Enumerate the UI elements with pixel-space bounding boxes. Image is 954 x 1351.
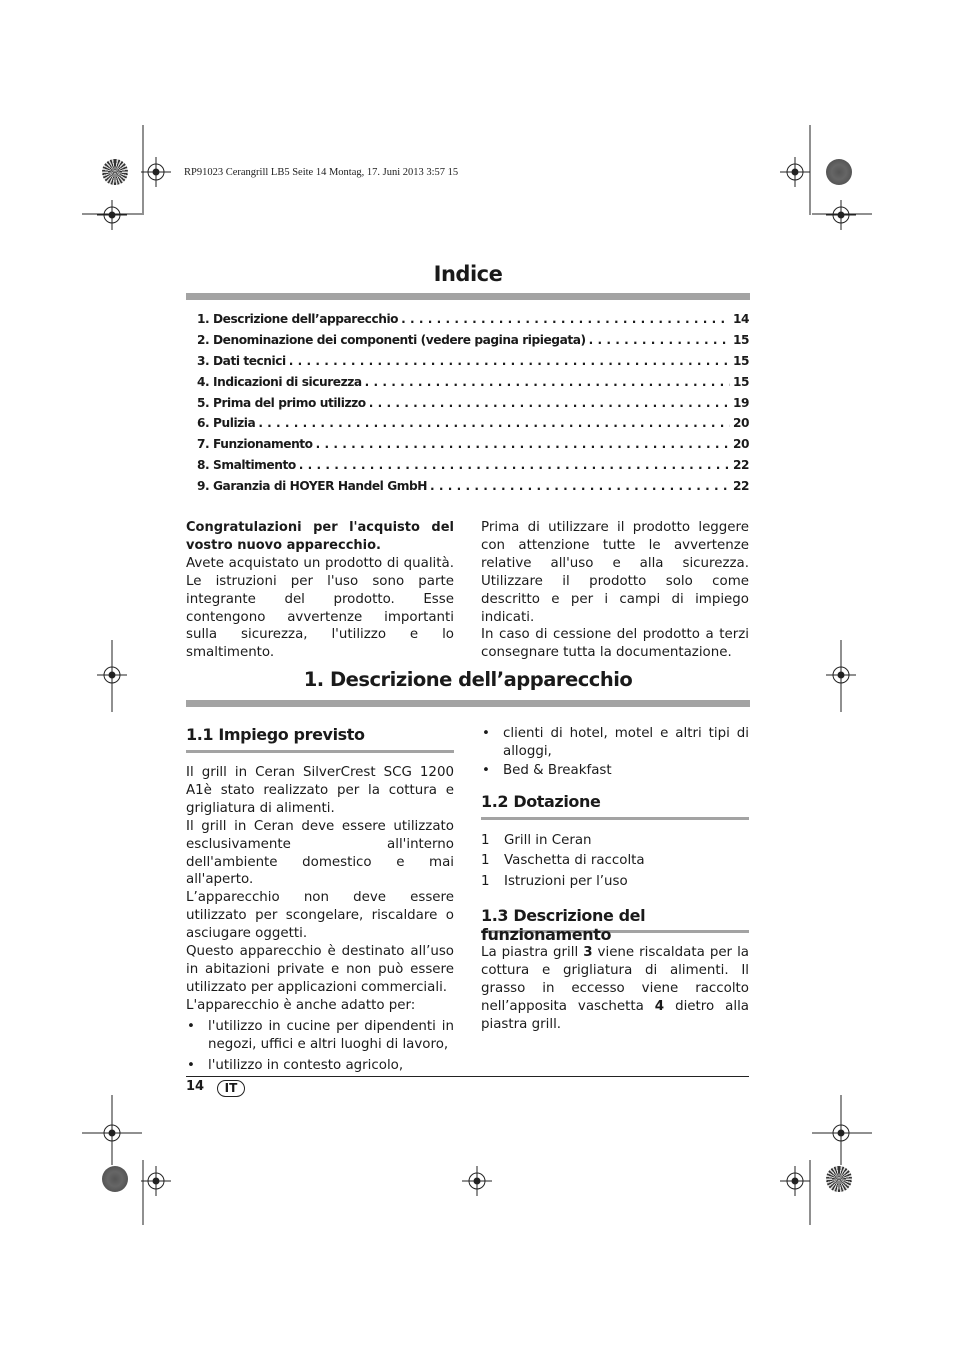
toc-item[interactable]: 4. Indicazioni di sicurezza . . . 15 — [197, 375, 749, 395]
list-item: 1 Vaschetta di raccolta — [481, 853, 645, 869]
toc-title-rule — [186, 293, 750, 300]
print-slug: RP91023 Cerangrill LB5 Seite 14 Montag, 17. Juni 2013 3:57 15 — [184, 167, 459, 178]
paragraph: L'apparecchio è anche adatto per: — [186, 997, 416, 1013]
list-item: 1 Istruzioni per l’uso — [481, 873, 628, 889]
intro-right-column — [481, 519, 749, 662]
color-rosette-icon — [826, 159, 852, 185]
toc-item[interactable]: 2. Denominazione dei componenti (vedere pagina ripiegata) . . . 15 — [197, 333, 749, 353]
function-description: La piastra grill 3 viene riscaldata per la cottura e grigliatura di alimenti. Il grasso in eccesso viene raccolto nell’apposita vaschetta 4 dietro alla piastra grill. — [481, 945, 750, 1032]
section-title-rule — [186, 700, 750, 707]
subsection-title: 1.2 Dotazione — [481, 791, 601, 811]
left-column — [186, 725, 454, 1074]
part-number: 4 — [654, 998, 665, 1014]
registration-mark-icon — [141, 1166, 171, 1196]
subsection-rule — [186, 750, 454, 753]
list-item: • clienti di hotel, motel e altri tipi di alloggi, — [481, 725, 749, 761]
color-rosette-icon — [826, 1166, 852, 1192]
toc-item[interactable]: 6. Pulizia . . . 20 — [197, 416, 749, 436]
toc-item[interactable]: 8. Smaltimento . . . 22 — [197, 458, 749, 478]
toc-item[interactable]: 3. Dati tecnici . . . 15 — [197, 354, 749, 374]
contents-list — [481, 831, 749, 893]
bullet-list — [481, 725, 749, 780]
list-item: 1 Grill in Ceran — [481, 832, 592, 848]
toc-item[interactable]: 5. Prima del primo utilizzo . . . 19 — [197, 396, 749, 416]
registration-mark-icon — [826, 1118, 856, 1148]
paragraph: Il grill in Ceran deve essere utilizzato esclusivamente all'interno dell'ambiente domestico e mai all'aperto. — [186, 818, 454, 888]
intro-paragraph: In caso di cessione del prodotto a terzi consegnare tutta la documentazione. — [481, 627, 749, 661]
subsection-title: 1.3 Descrizione del funzionamento — [481, 906, 646, 945]
footer-rule — [186, 1076, 749, 1077]
section-title: 1. Descrizione dell’apparecchio — [303, 668, 633, 691]
list-item: • l'utilizzo in cucine per dipendenti in negozi, uffici e altri luoghi di lavoro, — [186, 1018, 454, 1054]
toc-item[interactable]: 1. Descrizione dell’apparecchio . . . 14 — [197, 312, 749, 332]
toc-item[interactable]: 9. Garanzia di HOYER Handel GmbH . . . 22 — [197, 479, 749, 499]
paragraph: Questo apparecchio è destinato all’uso in abitazioni private e non può essere utilizzato per applicazioni commerciali. — [186, 944, 454, 995]
registration-mark-icon — [141, 157, 171, 187]
toc-item[interactable]: 7. Funzionamento . . . 20 — [197, 437, 749, 457]
bullet-list — [186, 1018, 454, 1075]
subsection-rule — [481, 817, 749, 820]
list-item: • Bed & Breakfast — [481, 762, 749, 780]
intro-paragraph: Prima di utilizzare il prodotto leggere con attenzione tutte le avvertenze relative all'uso e alla sicurezza. Utilizzare il prodotto solo come descritto e per i campi di impiego indicati. — [481, 520, 749, 625]
registration-mark-icon — [97, 1118, 127, 1148]
part-number: 3 — [583, 945, 593, 961]
paragraph: Il grill in Ceran SilverCrest SCG 1200 A1è stato realizzato per la cottura e grigliatura di alimenti. — [186, 765, 454, 816]
registration-mark-icon — [780, 1166, 810, 1196]
registration-mark-icon — [97, 200, 127, 230]
page-number: 14 — [186, 1079, 205, 1094]
language-badge: IT — [217, 1080, 245, 1097]
registration-mark-icon — [462, 1166, 492, 1196]
intro-left-column — [186, 519, 454, 662]
intro-text: Avete acquistato un prodotto di qualità. Le istruzioni per l'uso sono parte integrante del prodotto. Esse contengono avvertenze importanti sulla sicurezza, l'utilizzo e lo smaltimento. — [186, 555, 454, 661]
paragraph: L’apparecchio non deve essere utilizzato per scongelare, riscaldare o asciugare oggetti. — [186, 890, 454, 942]
subsection-title: 1.1 Impiego previsto — [186, 725, 365, 744]
intro-heading: Congratulazioni per l'acquisto del vostro nuovo apparecchio. — [186, 520, 454, 553]
list-item: • l'utilizzo in contesto agricolo, — [186, 1057, 454, 1075]
registration-mark-icon — [780, 157, 810, 187]
right-column — [481, 725, 749, 1034]
color-rosette-icon — [102, 1166, 128, 1192]
registration-mark-icon — [826, 200, 856, 230]
intended-use-text — [186, 764, 454, 1074]
color-rosette-icon — [102, 159, 128, 185]
toc-title: Indice — [433, 262, 503, 286]
